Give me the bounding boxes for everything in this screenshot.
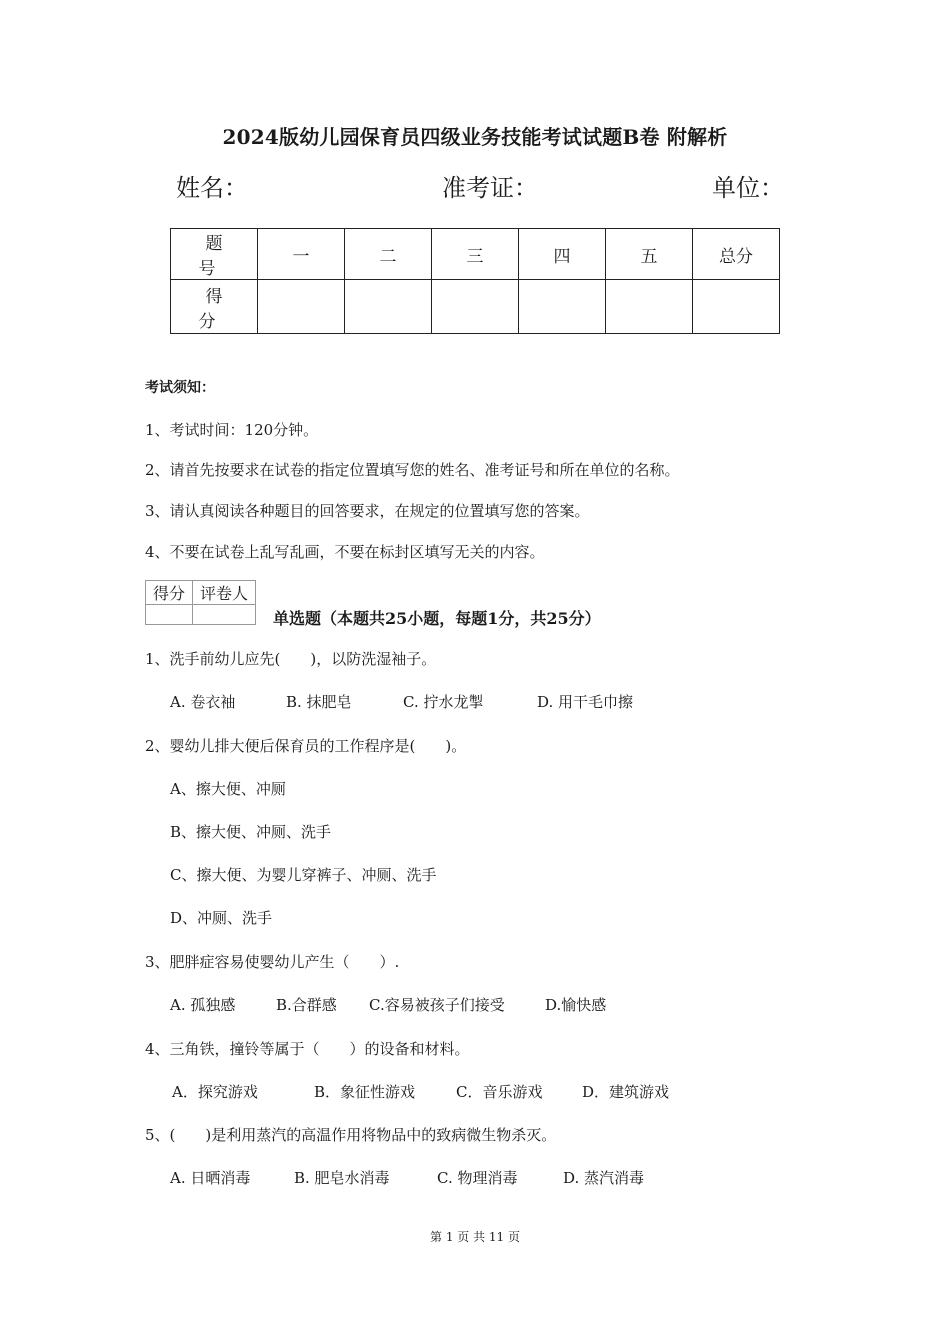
option: A. 日晒消毒	[170, 1169, 251, 1187]
option: D．建筑游戏	[582, 1083, 670, 1101]
name-field-label: 姓名：	[176, 174, 248, 202]
score-cell[interactable]	[606, 280, 693, 334]
notice-item: 1、考试时间：120分钟。	[145, 421, 319, 439]
grader-score-label: 得分	[146, 581, 193, 605]
question-stem: 4、三角铁，撞铃等属于（ ）的设备和材料。	[145, 1040, 470, 1058]
score-table-header-cell: 总分	[693, 229, 780, 280]
grader-name-label: 评卷人	[193, 581, 256, 605]
option: A. 卷衣袖	[170, 693, 236, 711]
grader-box	[145, 580, 256, 625]
score-table-row-label: 得 分	[171, 280, 258, 334]
option: D. 用干毛巾擦	[537, 693, 634, 711]
score-cell[interactable]	[519, 280, 606, 334]
option: C. 拧水龙掣	[403, 693, 484, 711]
option: B.合群感	[276, 996, 337, 1014]
option: D. 蒸汽消毒	[563, 1169, 645, 1187]
score-cell[interactable]	[345, 280, 432, 334]
score-table-header-label: 题 号	[171, 229, 258, 280]
option: C．音乐游戏	[456, 1083, 543, 1101]
score-table-header-cell: 四	[519, 229, 606, 280]
unit-field-label: 单位：	[712, 174, 784, 202]
option: A．探究游戏	[172, 1083, 258, 1101]
score-table-header-cell: 二	[345, 229, 432, 280]
score-table-header-cell: 五	[606, 229, 693, 280]
score-table-header-row	[171, 229, 780, 280]
option: B、擦大便、冲厕、洗手	[170, 823, 332, 841]
option: C. 物理消毒	[437, 1169, 518, 1187]
option: B．象征性游戏	[314, 1083, 416, 1101]
notice-item: 2、请首先按要求在试卷的指定位置填写您的姓名、准考证号和所在单位的名称。	[145, 461, 680, 479]
option: D、冲厕、洗手	[170, 909, 273, 927]
notice-item: 4、不要在试卷上乱写乱画，不要在标封区填写无关的内容。	[145, 543, 545, 561]
notice-title: 考试须知：	[145, 380, 215, 396]
notice-item: 3、请认真阅读各种题目的回答要求，在规定的位置填写您的答案。	[145, 502, 590, 520]
option: A. 孤独感	[170, 996, 236, 1014]
score-table-header-cell: 三	[432, 229, 519, 280]
option: B. 肥皂水消毒	[294, 1169, 390, 1187]
score-table	[170, 228, 780, 334]
option: A、擦大便、冲厕	[170, 780, 286, 798]
grader-score-cell[interactable]	[146, 605, 193, 625]
option: C.容易被孩子们接受	[369, 996, 505, 1014]
section-title: 单选题（本题共25小题，每题1分，共25分）	[273, 609, 601, 628]
exam-id-field-label: 准考证：	[442, 174, 538, 202]
score-table-header-cell: 一	[258, 229, 345, 280]
score-table-score-row	[171, 280, 780, 334]
question-stem: 2、婴幼儿排大便后保育员的工作程序是( )。	[145, 737, 467, 755]
document-title: 2024版幼儿园保育员四级业务技能考试试题B卷 附解析	[222, 125, 728, 149]
question-stem: 1、洗手前幼儿应先( )，以防洗湿袖子。	[145, 650, 437, 668]
score-cell[interactable]	[693, 280, 780, 334]
question-stem: 3、肥胖症容易使婴幼儿产生（ ）.	[145, 953, 400, 971]
grader-name-cell[interactable]	[193, 605, 256, 625]
score-cell[interactable]	[258, 280, 345, 334]
option: D.愉快感	[545, 996, 607, 1014]
option: B. 抹肥皂	[286, 693, 352, 711]
score-cell[interactable]	[432, 280, 519, 334]
option: C、擦大便、为婴儿穿裤子、冲厕、洗手	[170, 866, 437, 884]
question-stem: 5、( )是利用蒸汽的高温作用将物品中的致病微生物杀灭。	[145, 1126, 557, 1144]
page-footer: 第 1 页 共 11 页	[430, 1230, 520, 1244]
